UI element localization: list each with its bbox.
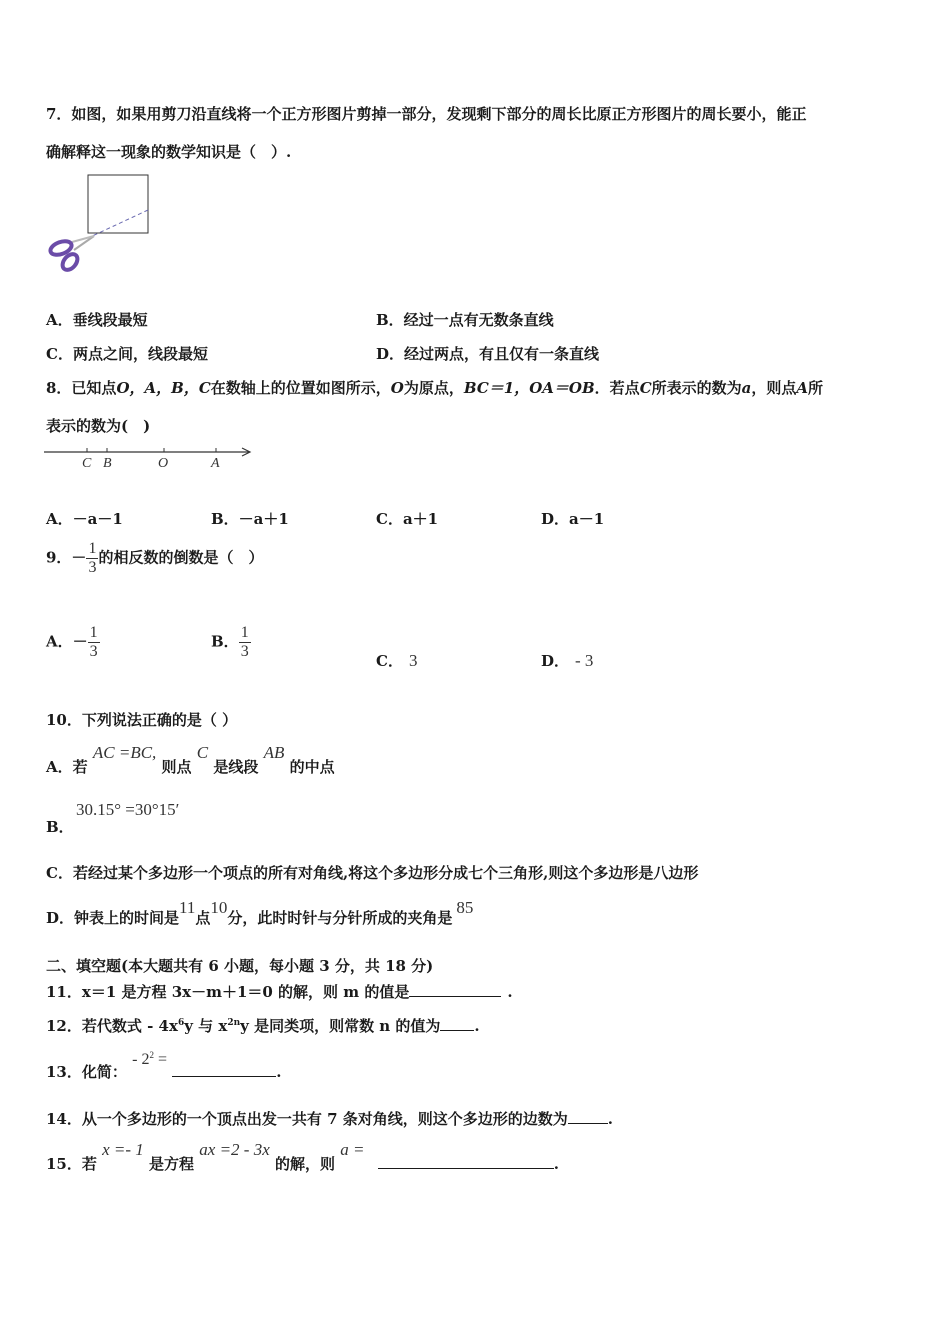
q9-option-d: D． - 3 <box>541 651 594 670</box>
q8-line1: 8．已知点O，A，B，C在数轴上的位置如图所示，O为原点，BC＝1，OA＝OB．若点C所表示的数为a，则点A所 <box>46 379 824 397</box>
q14: 14．从一个多边形的一个顶点出发一共有 7 条对角线，则这个多边形的边数为 . <box>46 1110 613 1128</box>
q7-option-b: B．经过一点有无数条直线 <box>376 311 554 329</box>
q7-line1: 7．如图，如果用剪刀沿直线将一个正方形图片剪掉一部分，发现剩下部分的周长比原正方形图片的周长要小，能正 <box>46 105 807 123</box>
q7-line2: 确解释这一现象的数学知识是（ ）. <box>46 143 292 161</box>
section2-title: 二、填空题(本大题共有 6 小题，每小题 3 分，共 18 分) <box>46 957 434 975</box>
label-c: C <box>82 456 92 471</box>
q10-option-a: A．若 AC =BC, 则点 C 是线段 AB 的中点 <box>46 743 335 776</box>
q8-option-c: C．a＋1 <box>376 510 439 528</box>
label-b: B <box>103 456 112 471</box>
q9-option-a: A．－ $\frac{1}{3}$ <box>46 624 98 660</box>
q15: 15．若 x =- 1 是方程 ax =2 - 3x 的解，则 a = . <box>46 1140 559 1173</box>
number-line-figure <box>44 440 256 472</box>
q9-stem: 9．－ $\frac{1}{3}$ 的相反数的倒数是（ ） <box>46 540 264 576</box>
q12-answer-blank <box>440 1016 474 1031</box>
q13-answer-blank <box>172 1062 276 1077</box>
q11-answer-blank <box>409 982 501 997</box>
cut-line <box>88 210 148 238</box>
q8-option-d: D．a－1 <box>541 510 605 528</box>
q10-option-c: C．若经过某个多边形一个项点的所有对角线,将这个多边形分成七个三角形,则这个多边形是八边形 <box>46 864 699 882</box>
q10-stem: 10．下列说法正确的是（ ） <box>46 711 238 729</box>
q8-line2: 表示的数为( ) <box>46 417 151 435</box>
q7-option-a: A．垂线段最短 <box>46 311 148 329</box>
q15-answer-blank <box>378 1154 554 1169</box>
q10-option-d: D．钟表上的时间是11点10分，此时时针与分针所成的夹角是85 <box>46 898 474 927</box>
scissors-icon <box>49 236 94 273</box>
q13: 13．化简： - $2^2$ = . <box>46 1050 282 1081</box>
q7-option-c: C．两点之间，线段最短 <box>46 345 208 363</box>
q9-fraction: $\frac{1}{3}$ <box>88 540 97 576</box>
q8-option-a: A．－a－1 <box>46 510 123 528</box>
q9-option-c: C． 3 <box>376 651 418 670</box>
q14-answer-blank <box>568 1109 608 1124</box>
label-a: A <box>211 456 220 471</box>
q8-option-b: B．－a＋1 <box>211 510 289 528</box>
q9-option-b: B． $\frac{1}{3}$ <box>211 624 249 660</box>
q12: 12．若代数式 - $4x^6y$ 与 $x^{2n}y$ 是同类项，则常数 n 的值为 . <box>46 1017 480 1035</box>
q10-option-b-math: 30.15° =30°15′ <box>76 800 180 819</box>
q7-option-d: D．经过两点，有且仅有一条直线 <box>376 345 600 363</box>
label-o: O <box>158 456 169 471</box>
q10-option-b-label: B． <box>46 818 74 836</box>
scissors-square-figure <box>44 170 154 275</box>
square-shape <box>88 175 148 233</box>
q11: 11．x＝1 是方程 3x－m＋1＝0 的解，则 m 的值是 . <box>46 983 513 1001</box>
